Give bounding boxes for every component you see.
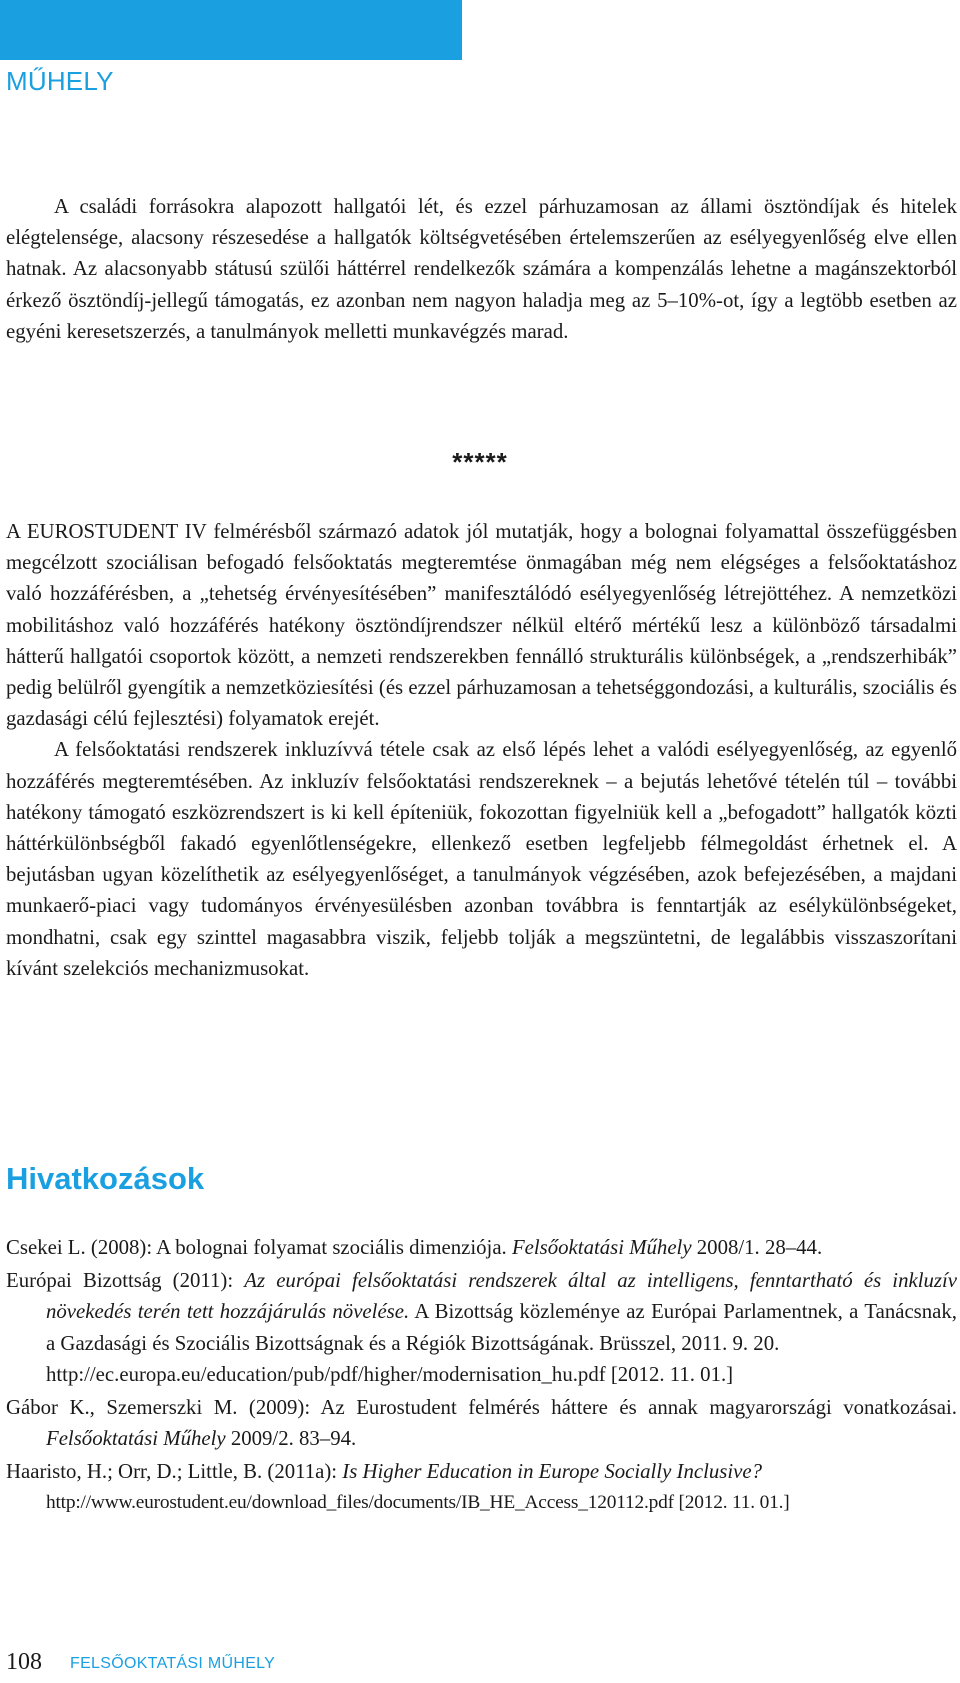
references-list — [6, 1232, 957, 1520]
section-separator: ***** — [452, 447, 508, 477]
body-text-block-2 — [6, 516, 957, 984]
section-label: MŰHELY — [6, 66, 114, 96]
page-number: 108 — [6, 1649, 42, 1675]
reference-url[interactable]: http://www.eurostudent.eu/download_files/documents/IB_HE_Access_120112.pdf [2012. 11. 01.] — [46, 1492, 790, 1513]
header-color-bar — [0, 0, 462, 60]
reference-item: Gábor K., Szemerszki M. (2009): Az Eurostudent felmérés háttere és annak magyarországi vonatkozásai. Felsőoktatási Műhely 2009/2. 83–94. — [6, 1395, 957, 1450]
paragraph: A családi forrásokra alapozott hallgatói lét, és ezzel párhuzamosan az állami ösztöndíjak és hitelek elégtelensége, alacsony részesedése a hallgatók költségvetésében értelemszerűen az esélyegyenlőség elve ellen hatnak. Az alacsonyabb státusú szülői háttérrel rendelkezők számára a kompenzálás lehetne a magánszektorból érkező ösztöndíj-jellegű támogatás, ez azonban nem nagyon haladja meg az 5–10%-ot, így a legtöbb esetben az egyéni keresetszerzés, a tanulmányok melletti munkavégzés marad. — [6, 195, 957, 343]
reference-url[interactable]: http://ec.europa.eu/education/pub/pdf/higher/modernisation_hu.pdf [2012. 11. 01.] — [46, 1363, 734, 1386]
journal-name: FELSŐOKTATÁSI MŰHELY — [70, 1655, 276, 1672]
body-text-block-1 — [6, 191, 957, 347]
reference-item: Csekei L. (2008): A bolognai folyamat szociális dimenziója. Felsőoktatási Műhely 2008/1. 28–44. — [6, 1236, 823, 1259]
reference-item: Európai Bizottság (2011): Az európai felsőoktatási rendszerek által az intelligens, fenntartható és inkluzív növekedés terén tett hozzájárulás növelése. A Bizottság közleménye az Európai Parlamentnek, a Tanácsnak, a Gazdasági és Szociális Bizottságnak és a Régiók Bizottságának. Brüsszel, 2011. 9. 20. http://ec.europa.eu/education/pub/pdf/higher/modernisation_hu.pdf [2012. 11. 01.] — [6, 1265, 957, 1391]
paragraph: A EUROSTUDENT IV felmérésből származó adatok jól mutatják, hogy a bolognai folyamattal összefüggésben megcélzott szociálisan befogadó felsőoktatás megteremtése önmagában még nem elégséges a felsőoktatáshoz való hozzáférésben, a „tehetség érvényesítésében” manifesztálódó esélyegyenlőség létrejöttéhez. A nemzetközi mobilitáshoz való hozzáférés hatékony ösztöndíjrendszer nélkül eltérő mértékű lesz a különböző társadalmi hátterű hallgatói csoportok között, a nemzeti rendszerekben fennálló strukturális különbségek, a „rendszerhibák” pedig belülről gyengítik a nemzetköziesítési (és ezzel párhuzamosan a tehetséggondozási, a kulturális, szociális és gazdasági célú fejlesztési) folyamatok erejét. — [6, 520, 957, 731]
reference-item: Haaristo, H.; Orr, D.; Little, B. (2011a): Is Higher Education in Europe Socially Inclusive? http://www.eurostudent.eu/download_files/documents/IB_HE_Access_120112.pdf [2012. 11. 01.] — [6, 1456, 957, 1519]
paragraph: A felsőoktatási rendszerek inkluzívvá tétele csak az első lépés lehet a valódi esélyegyenlőség, az egyenlő hozzáférés megteremtésében. Az inkluzív felsőoktatási rendszereknek – a bejutás lehetővé tételén túl – további hatékony támogató eszközrendszert is ki kell építeniük, fokozottan figyelniük kell a „befogadott” hallgatók közti háttérkülönbségből fakadó egyenlőtlenségekre, ellenkező esetben legfeljebb félmegoldást érhetnek el. A bejutásban ugyan közelíthetik az esélyegyenlőséget, a tanulmányok végzésében, azok befejezésében, a majdani munkaerő-piaci vagy tudományos érvényesülésben azonban továbbra is fenntartják az esélykülönbségeket, mondhatni, csak egy szinttel magasabbra viszik, feljebb tolják a megszüntetni, de legalábbis visszaszorítani kívánt szelekciós mechanizmusokat. — [6, 738, 957, 980]
references-heading: Hivatkozások — [6, 1161, 205, 1196]
